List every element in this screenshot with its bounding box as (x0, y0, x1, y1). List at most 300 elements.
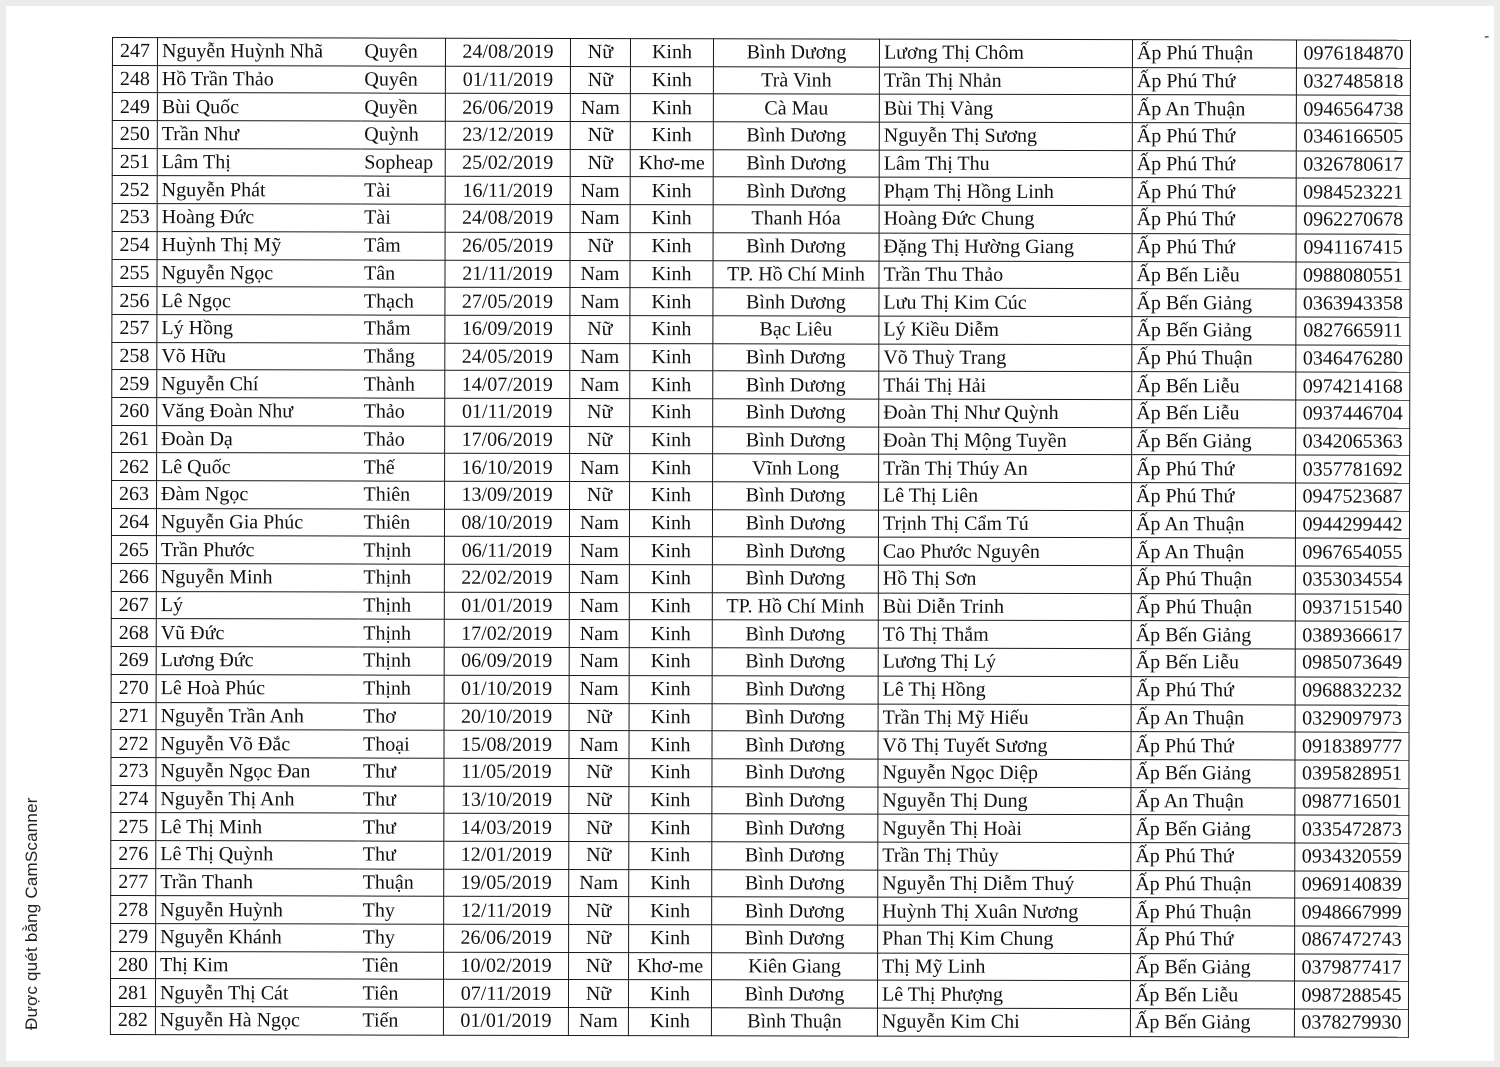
parent-name-cell: Bùi Diễn Trinh (878, 593, 1131, 621)
birthplace-cell: Bình Dương (712, 703, 878, 731)
address-cell: Ấp Bến Giảng (1131, 760, 1295, 788)
ethnicity-cell: Kinh (630, 39, 713, 67)
birthplace-cell: Bình Dương (712, 648, 878, 676)
table-row (112, 370, 1410, 400)
parent-name-cell: Võ Thuỳ Trang (879, 344, 1132, 372)
address-cell: Ấp Phú Thứ (1132, 206, 1296, 234)
birth-date-cell: 11/05/2019 (444, 758, 569, 786)
row-number: 252 (112, 176, 157, 204)
birth-date-cell: 12/01/2019 (444, 841, 569, 869)
phone-cell: 0944299442 (1295, 511, 1409, 539)
parent-name-cell: Trần Thị Thúy An (879, 454, 1132, 482)
surname-cell: Lê Hoà Phúc (156, 674, 359, 702)
birth-date-cell: 24/08/2019 (445, 38, 570, 66)
birthplace-cell: Bình Thuận (711, 1008, 877, 1036)
birth-date-cell: 27/05/2019 (445, 287, 570, 315)
address-cell: Ấp Bến Liễu (1132, 400, 1296, 428)
surname-cell: Nguyễn Võ Đắc (156, 730, 359, 758)
parent-name-cell: Lê Thị Liên (879, 482, 1132, 510)
address-cell: Ấp Bến Liễu (1130, 981, 1294, 1009)
table-row (111, 757, 1409, 787)
row-number: 272 (111, 730, 156, 758)
parent-name-cell: Nguyễn Kim Chi (877, 1008, 1130, 1036)
address-cell: Ấp Bến Giảng (1130, 1009, 1294, 1037)
address-cell: Ấp Phú Thứ (1132, 483, 1296, 511)
address-cell: Ấp Phú Thuận (1131, 566, 1295, 594)
address-cell: Ấp An Thuận (1131, 787, 1295, 815)
birth-date-cell: 13/09/2019 (445, 481, 570, 509)
table-row (112, 342, 1410, 372)
row-number: 263 (112, 481, 157, 509)
birthplace-cell: Bình Dương (712, 925, 878, 953)
address-cell: Ấp Bến Giảng (1132, 289, 1296, 317)
phone-cell: 0962270678 (1296, 206, 1410, 234)
ethnicity-cell: Kinh (630, 399, 713, 427)
ethnicity-cell: Kinh (628, 1008, 711, 1036)
gender-cell: Nữ (569, 841, 629, 869)
parent-name-cell: Nguyễn Ngọc Diệp (878, 759, 1131, 787)
address-cell: Ấp Phú Thứ (1131, 732, 1295, 760)
row-number: 281 (110, 979, 155, 1007)
table-row (111, 564, 1409, 594)
phone-cell: 0335472873 (1295, 815, 1409, 843)
phone-cell: 0357781692 (1296, 455, 1410, 483)
address-cell: Ấp An Thuận (1131, 704, 1295, 732)
gender-cell: Nữ (570, 122, 630, 150)
birthplace-cell: Cà Mau (713, 94, 879, 122)
surname-cell: Lê Quốc (157, 453, 360, 481)
row-number: 274 (111, 785, 156, 813)
birthplace-cell: Vĩnh Long (713, 454, 879, 482)
phone-cell: 0969140839 (1295, 871, 1409, 899)
table-row (112, 38, 1410, 68)
row-number: 254 (112, 231, 157, 259)
birth-date-cell: 26/06/2019 (445, 94, 570, 122)
parent-name-cell: Cao Phước Nguyên (878, 537, 1131, 565)
row-number: 256 (112, 287, 157, 315)
table-row (111, 923, 1409, 953)
birth-date-cell: 07/11/2019 (443, 980, 568, 1008)
row-number: 251 (112, 148, 157, 176)
phone-cell: 0946564738 (1296, 95, 1410, 123)
row-number: 250 (112, 121, 157, 149)
phone-cell: 0987288545 (1294, 981, 1408, 1009)
gender-cell: Nam (570, 260, 630, 288)
row-number: 265 (111, 536, 156, 564)
given-name-cell: Thiên (359, 509, 444, 537)
parent-name-cell: Nguyễn Thị Hoài (878, 814, 1131, 842)
gender-cell: Nữ (569, 703, 629, 731)
surname-cell: Nguyễn Phát (157, 176, 360, 204)
birth-date-cell: 08/10/2019 (444, 509, 569, 537)
surname-cell: Nguyễn Ngọc (157, 259, 360, 287)
parent-name-cell: Nguyễn Thị Sương (879, 122, 1132, 150)
row-number: 271 (111, 702, 156, 730)
birthplace-cell: TP. Hồ Chí Minh (712, 593, 878, 621)
table-row (112, 65, 1410, 95)
address-cell: Ấp Phú Thuận (1131, 898, 1295, 926)
surname-cell: Lê Thị Quỳnh (156, 841, 359, 869)
gender-cell: Nữ (569, 952, 629, 980)
birthplace-cell: Bình Dương (713, 482, 879, 510)
ethnicity-cell: Kinh (629, 842, 712, 870)
ethnicity-cell: Kinh (629, 509, 712, 537)
row-number: 276 (111, 840, 156, 868)
parent-name-cell: Đặng Thị Hường Giang (879, 233, 1132, 261)
birth-date-cell: 24/08/2019 (445, 204, 570, 232)
phone-cell: 0395828951 (1295, 760, 1409, 788)
ethnicity-cell: Kinh (629, 565, 712, 593)
gender-cell: Nữ (569, 924, 629, 952)
row-number: 260 (112, 397, 157, 425)
table-row (111, 674, 1409, 704)
given-name-cell: Thành (360, 370, 445, 398)
ethnicity-cell: Kinh (629, 592, 712, 620)
phone-cell: 0941167415 (1296, 234, 1410, 262)
gender-cell: Nam (570, 371, 630, 399)
given-name-cell: Tiên (359, 952, 444, 980)
birth-date-cell: 16/10/2019 (445, 454, 570, 482)
given-name-cell: Quyên (360, 66, 445, 94)
ethnicity-cell: Kinh (630, 66, 713, 94)
parent-name-cell: Hoàng Đức Chung (879, 205, 1132, 233)
table-row (112, 121, 1410, 151)
surname-cell: Bùi Quốc (157, 93, 360, 121)
parent-name-cell: Tô Thị Thắm (878, 621, 1131, 649)
birthplace-cell: Bình Dương (713, 288, 879, 316)
phone-cell: 0937446704 (1296, 400, 1410, 428)
row-number: 267 (111, 591, 156, 619)
surname-cell: Võ Hữu (157, 342, 360, 370)
address-cell: Ấp Phú Thuận (1131, 593, 1295, 621)
row-number: 279 (111, 923, 156, 951)
row-number: 258 (112, 342, 157, 370)
phone-cell: 0326780617 (1296, 151, 1410, 179)
birthplace-cell: Bình Dương (712, 759, 878, 787)
given-name-cell: Quyên (360, 38, 445, 66)
ethnicity-cell: Kinh (629, 620, 712, 648)
table-row (112, 453, 1410, 483)
gender-cell: Nam (570, 454, 630, 482)
surname-cell: Nguyễn Huỳnh Nhã (157, 38, 360, 66)
gender-cell: Nữ (570, 149, 630, 177)
table-row (111, 896, 1409, 926)
ethnicity-cell: Kinh (629, 703, 712, 731)
gender-cell: Nữ (569, 897, 629, 925)
given-name-cell: Thế (360, 453, 445, 481)
gender-cell: Nữ (569, 814, 629, 842)
address-cell: Ấp Phú Thuận (1131, 870, 1295, 898)
phone-cell: 0948667999 (1295, 898, 1409, 926)
given-name-cell: Tâm (360, 232, 445, 260)
ethnicity-cell: Kinh (630, 122, 713, 150)
given-name-cell: Thịnh (359, 564, 444, 592)
parent-name-cell: Thái Thị Hải (879, 371, 1132, 399)
given-name-cell: Thịnh (359, 647, 444, 675)
parent-name-cell: Nguyễn Thị Diễm Thuý (878, 870, 1131, 898)
ethnicity-cell: Kinh (630, 205, 713, 233)
phone-cell: 0342065363 (1296, 428, 1410, 456)
birth-date-cell: 15/08/2019 (444, 730, 569, 758)
birthplace-cell: TP. Hồ Chí Minh (713, 260, 879, 288)
parent-name-cell: Lương Thị Lý (878, 648, 1131, 676)
gender-cell: Nữ (570, 398, 630, 426)
given-name-cell: Thịnh (359, 619, 444, 647)
address-cell: Ấp An Thuận (1132, 95, 1296, 123)
surname-cell: Nguyễn Gia Phúc (156, 508, 359, 536)
surname-cell: Nguyễn Huỳnh (156, 896, 359, 924)
surname-cell: Nguyễn Thị Anh (156, 785, 359, 813)
surname-cell: Đàm Ngọc (157, 481, 360, 509)
given-name-cell: Tân (360, 260, 445, 288)
birthplace-cell: Bình Dương (711, 980, 877, 1008)
gender-cell: Nam (570, 288, 630, 316)
birthplace-cell: Bình Dương (712, 869, 878, 897)
gender-cell: Nữ (570, 315, 630, 343)
ethnicity-cell: Kinh (629, 786, 712, 814)
ethnicity-cell: Kinh (629, 814, 712, 842)
parent-name-cell: Bùi Thị Vàng (879, 94, 1132, 122)
address-cell: Ấp Bến Liễu (1131, 649, 1295, 677)
given-name-cell: Tiên (358, 979, 443, 1007)
birthplace-cell: Bình Dương (713, 150, 879, 178)
parent-name-cell: Lưu Thị Kim Cúc (879, 288, 1132, 316)
address-cell: Ấp Bến Liễu (1132, 261, 1296, 289)
birth-date-cell: 14/07/2019 (445, 370, 570, 398)
address-cell: Ấp Phú Thứ (1132, 150, 1296, 178)
birth-date-cell: 01/11/2019 (445, 66, 570, 94)
birthplace-cell: Bình Dương (712, 565, 878, 593)
surname-cell: Hồ Trần Thảo (157, 65, 360, 93)
row-number: 262 (112, 453, 157, 481)
birth-date-cell: 06/11/2019 (444, 537, 569, 565)
parent-name-cell: Trịnh Thị Cẩm Tú (878, 510, 1131, 538)
table-row (111, 536, 1409, 566)
birth-date-cell: 10/02/2019 (444, 952, 569, 980)
given-name-cell: Thư (359, 786, 444, 814)
row-number: 277 (111, 868, 156, 896)
table-row (110, 979, 1408, 1009)
given-name-cell: Thịnh (359, 675, 444, 703)
surname-cell: Trần Thanh (156, 868, 359, 896)
parent-name-cell: Võ Thị Tuyết Sương (878, 731, 1131, 759)
given-name-cell: Thư (359, 813, 444, 841)
address-cell: Ấp Phú Thứ (1132, 455, 1296, 483)
gender-cell: Nam (569, 675, 629, 703)
ethnicity-cell: Kinh (629, 537, 712, 565)
table-row (110, 1007, 1408, 1037)
table-row (111, 591, 1409, 621)
row-number: 257 (112, 314, 157, 342)
address-cell: Ấp Phú Thứ (1132, 178, 1296, 206)
phone-cell: 0363943358 (1296, 289, 1410, 317)
parent-name-cell: Lê Thị Phượng (877, 980, 1130, 1008)
surname-cell: Huỳnh Thị Mỹ (157, 231, 360, 259)
given-name-cell: Thy (359, 924, 444, 952)
ethnicity-cell: Kinh (630, 315, 713, 343)
phone-cell: 0867472743 (1295, 926, 1409, 954)
birth-date-cell: 16/11/2019 (445, 177, 570, 205)
camscanner-watermark: Được quét bằng CamScanner (22, 797, 41, 1030)
ethnicity-cell: Kinh (630, 343, 713, 371)
gender-cell: Nam (569, 648, 629, 676)
ethnicity-cell: Khơ-me (629, 952, 712, 980)
given-name-cell: Thơ (359, 703, 444, 731)
birthplace-cell: Bình Dương (713, 343, 879, 371)
birth-date-cell: 13/10/2019 (444, 786, 569, 814)
given-name-cell: Tài (360, 204, 445, 232)
given-name-cell: Tài (360, 176, 445, 204)
phone-cell: 0947523687 (1296, 483, 1410, 511)
birthplace-cell: Bình Dương (713, 399, 879, 427)
ethnicity-cell: Kinh (629, 731, 712, 759)
given-name-cell: Thy (359, 896, 444, 924)
table-row (111, 619, 1409, 649)
address-cell: Ấp Phú Thuận (1132, 344, 1296, 372)
birth-date-cell: 01/10/2019 (444, 675, 569, 703)
given-name-cell: Quỳnh (360, 121, 445, 149)
surname-cell: Lê Thị Minh (156, 813, 359, 841)
phone-cell: 0974214168 (1296, 372, 1410, 400)
table-row (112, 481, 1410, 511)
surname-cell: Nguyễn Trần Anh (156, 702, 359, 730)
surname-cell: Lý Hồng (157, 314, 360, 342)
phone-cell: 0327485818 (1296, 68, 1410, 96)
phone-cell: 0346166505 (1296, 123, 1410, 151)
phone-cell: 0937151540 (1295, 594, 1409, 622)
birthplace-cell: Bình Dương (712, 897, 878, 925)
phone-cell: 0346476280 (1296, 345, 1410, 373)
surname-cell: Lê Ngọc (157, 287, 360, 315)
parent-name-cell: Lý Kiều Diễm (879, 316, 1132, 344)
row-number: 255 (112, 259, 157, 287)
phone-cell: 0827665911 (1296, 317, 1410, 345)
given-name-cell: Thịnh (359, 536, 444, 564)
surname-cell: Nguyễn Hà Ngọc (155, 1007, 358, 1035)
phone-cell: 0329097973 (1295, 704, 1409, 732)
birthplace-cell: Bình Dương (712, 537, 878, 565)
phone-cell: 0985073649 (1295, 649, 1409, 677)
address-cell: Ấp Bến Giảng (1132, 427, 1296, 455)
phone-cell: 0389366617 (1295, 621, 1409, 649)
birth-date-cell: 26/05/2019 (445, 232, 570, 260)
birth-date-cell: 20/10/2019 (444, 703, 569, 731)
surname-cell: Lâm Thị (157, 148, 360, 176)
parent-name-cell: Trần Thị Thủy (878, 842, 1131, 870)
table-row (112, 231, 1410, 261)
row-number: 268 (111, 619, 156, 647)
address-cell: Ấp An Thuận (1131, 510, 1295, 538)
table-row (111, 813, 1409, 843)
phone-cell: 0934320559 (1295, 843, 1409, 871)
birth-date-cell: 26/06/2019 (444, 924, 569, 952)
birth-date-cell: 25/02/2019 (445, 149, 570, 177)
gender-cell: Nam (569, 565, 629, 593)
given-name-cell: Thuận (359, 869, 444, 897)
birth-date-cell: 17/02/2019 (444, 620, 569, 648)
corner-mark: - (1484, 28, 1490, 45)
ethnicity-cell: Kinh (629, 675, 712, 703)
birthplace-cell: Bình Dương (712, 676, 878, 704)
table-row (111, 840, 1409, 870)
table-row (111, 702, 1409, 732)
birthplace-cell: Bình Dương (712, 842, 878, 870)
row-number: 278 (111, 896, 156, 924)
birthplace-cell: Bình Dương (712, 731, 878, 759)
address-cell: Ấp Phú Thứ (1131, 926, 1295, 954)
table-row (111, 868, 1409, 898)
ethnicity-cell: Kinh (630, 288, 713, 316)
surname-cell: Nguyễn Khánh (156, 924, 359, 952)
parent-name-cell: Hồ Thị Sơn (878, 565, 1131, 593)
gender-cell: Nam (570, 343, 630, 371)
given-name-cell: Thư (359, 841, 444, 869)
ethnicity-cell: Kinh (630, 94, 713, 122)
table-row (112, 287, 1410, 317)
gender-cell: Nam (569, 592, 629, 620)
birthplace-cell: Bình Dương (713, 177, 879, 205)
parent-name-cell: Lương Thị Chôm (879, 39, 1132, 67)
table-row (111, 647, 1409, 677)
surname-cell: Hoàng Đức (157, 204, 360, 232)
phone-cell: 0984523221 (1296, 178, 1410, 206)
parent-name-cell: Phạm Thị Hồng Linh (879, 178, 1132, 206)
row-number: 249 (112, 93, 157, 121)
given-name-cell: Thư (359, 758, 444, 786)
table-row (111, 785, 1409, 815)
ethnicity-cell: Kinh (629, 869, 712, 897)
birth-date-cell: 01/11/2019 (445, 398, 570, 426)
address-cell: Ấp Bến Giảng (1131, 621, 1295, 649)
birthplace-cell: Trà Vinh (713, 66, 879, 94)
birth-date-cell: 12/11/2019 (444, 897, 569, 925)
gender-cell: Nữ (570, 66, 630, 94)
gender-cell: Nam (570, 177, 630, 205)
ethnicity-cell: Kinh (629, 925, 712, 953)
surname-cell: Văng Đoàn Như (157, 398, 360, 426)
row-number: 248 (112, 65, 157, 93)
table-row (112, 148, 1410, 178)
ethnicity-cell: Kinh (629, 648, 712, 676)
parent-name-cell: Nguyễn Thị Dung (878, 787, 1131, 815)
row-number: 261 (112, 425, 157, 453)
birth-date-cell: 06/09/2019 (444, 647, 569, 675)
birthplace-cell: Bình Dương (712, 814, 878, 842)
table-row (111, 508, 1409, 538)
ethnicity-cell: Kinh (629, 758, 712, 786)
birthplace-cell: Bình Dương (713, 233, 879, 261)
parent-name-cell: Huỳnh Thị Xuân Nương (878, 897, 1131, 925)
phone-cell: 0918389777 (1295, 732, 1409, 760)
gender-cell: Nam (568, 1008, 628, 1036)
surname-cell: Vũ Đức (156, 619, 359, 647)
parent-name-cell: Lâm Thị Thu (879, 150, 1132, 178)
parent-name-cell: Trần Thị Nhản (879, 67, 1132, 95)
given-name-cell: Thắng (360, 343, 445, 371)
gender-cell: Nữ (570, 38, 630, 66)
ethnicity-cell: Kinh (630, 232, 713, 260)
table-row (111, 951, 1409, 981)
gender-cell: Nữ (570, 481, 630, 509)
birth-date-cell: 23/12/2019 (445, 121, 570, 149)
row-number: 270 (111, 674, 156, 702)
birthplace-cell: Bình Dương (713, 371, 879, 399)
surname-cell: Trần Như (157, 121, 360, 149)
given-name-cell: Thảo (360, 398, 445, 426)
gender-cell: Nam (569, 509, 629, 537)
table-row (112, 176, 1410, 206)
ethnicity-cell: Kinh (630, 177, 713, 205)
